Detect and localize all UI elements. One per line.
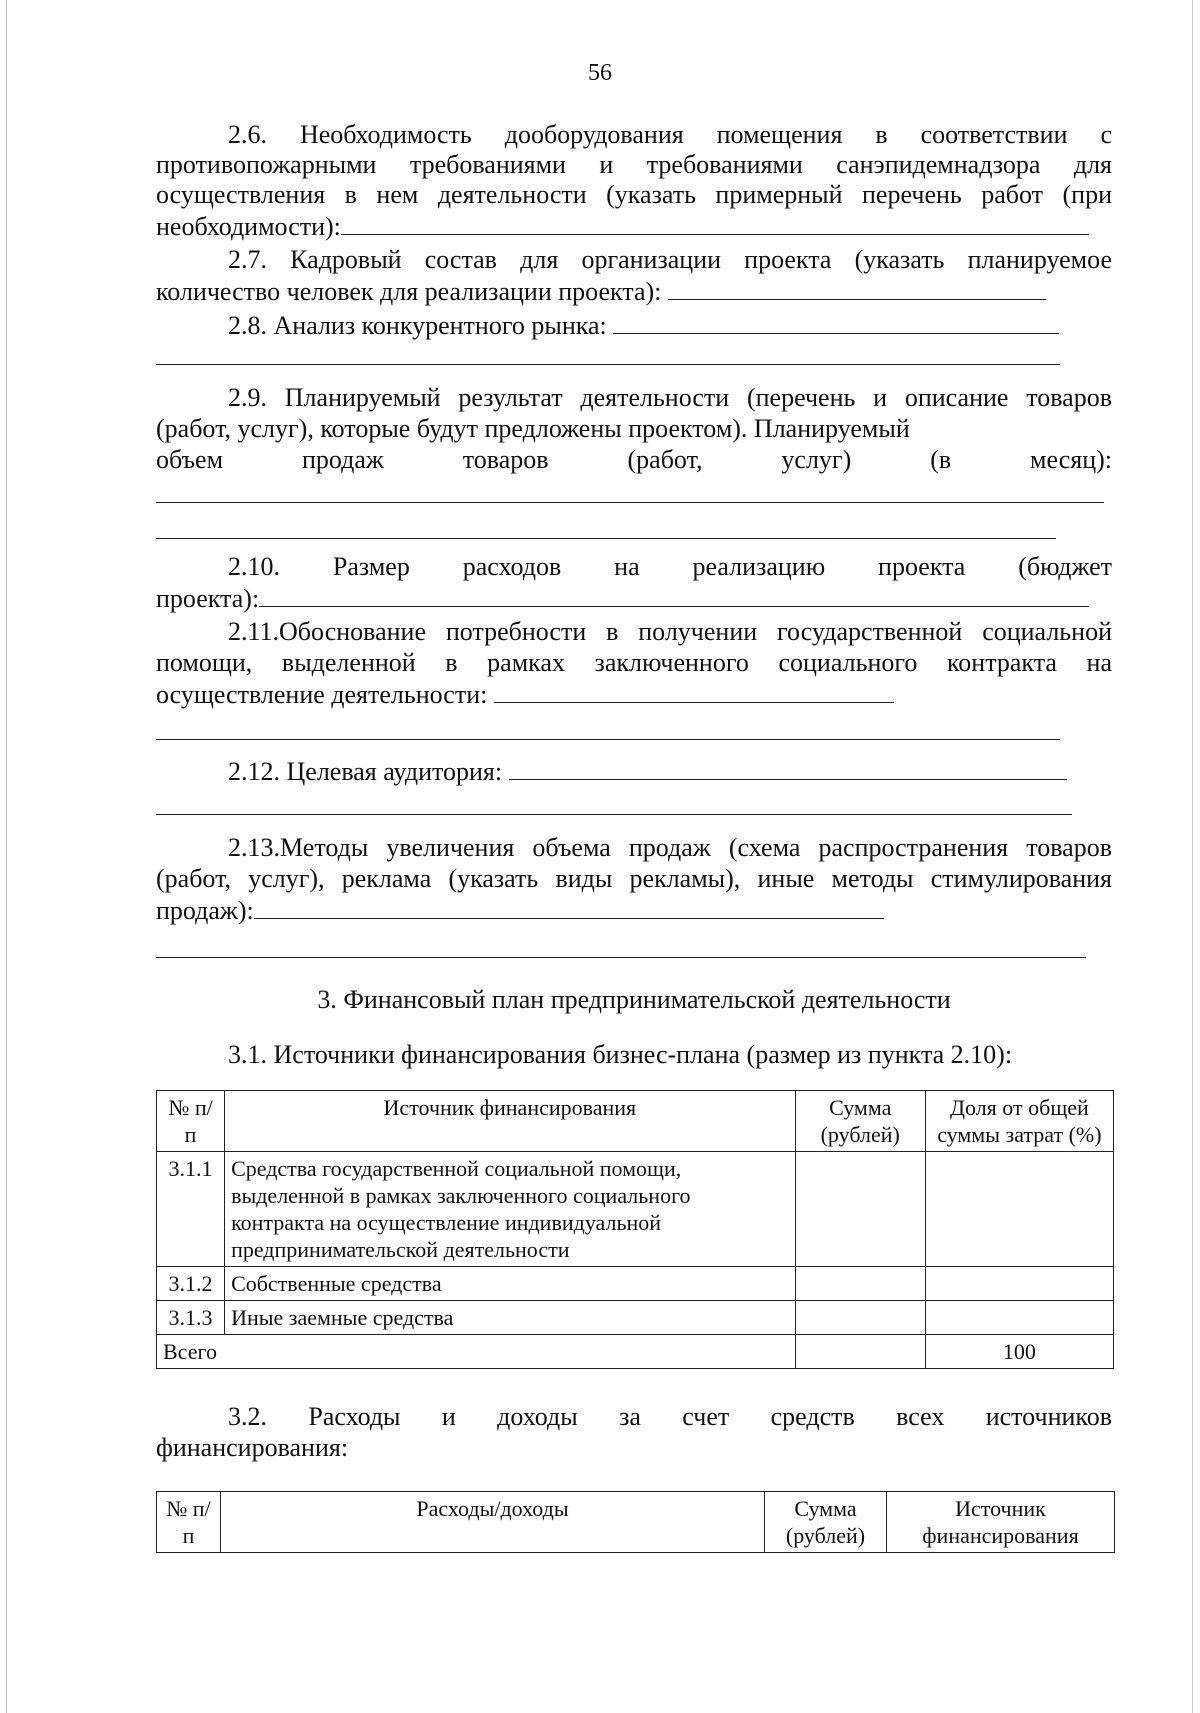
row-number: 3.1.3: [157, 1301, 225, 1335]
row-share-cell[interactable]: [925, 1267, 1113, 1301]
table-total-row: [157, 1335, 1114, 1369]
section-3-1-title: 3.1. Источники финансирования бизнес-плана (размер из пункта 2.10):: [228, 1040, 1013, 1069]
item-2-9-blank-line-1[interactable]: [156, 501, 1104, 503]
table-header-row: [157, 1492, 1115, 1553]
col-num-header: № п/п: [157, 1091, 225, 1152]
expenses-income-table: [156, 1491, 1115, 1553]
item-2-13-text: 2.13.Методы увеличения объема продаж (схема распространения товаров (работ, услуг), реклама (указать виды рекламы), иные методы стимулирования продаж):: [156, 833, 1112, 925]
item-2-10-cont: [156, 582, 1112, 614]
item-2-6-blank[interactable]: [341, 210, 1089, 235]
item-2-10-text: проекта):: [156, 584, 260, 613]
item-2-13-blank[interactable]: [254, 894, 884, 919]
item-2-11-blank[interactable]: [494, 678, 894, 703]
scan-right-edge: [1192, 0, 1193, 1713]
table-header-row: [157, 1091, 1114, 1152]
table-row: [157, 1301, 1114, 1335]
total-share: 100: [925, 1335, 1113, 1369]
row-sum-cell[interactable]: [795, 1152, 925, 1267]
item-2-9-text: 2.9. Планируемый результат деятельности (перечень и описание товаров (работ, услуг), которые будут предложены проектом). Планируемый: [156, 383, 1112, 443]
row-sum-cell[interactable]: [795, 1267, 925, 1301]
item-2-7: [156, 244, 1112, 307]
item-2-13-blank-line[interactable]: [156, 956, 1086, 958]
item-2-12: [156, 755, 1112, 787]
col-sum-header: Сумма (рублей): [795, 1091, 925, 1152]
item-2-8: [156, 309, 1112, 341]
row-share-cell[interactable]: [925, 1301, 1113, 1335]
section-3-title: 3. Финансовый план предпринимательской деятельности: [317, 985, 951, 1014]
item-2-11: [156, 616, 1112, 710]
item-2-8-blank[interactable]: [613, 309, 1059, 334]
item-2-12-blank[interactable]: [509, 755, 1067, 780]
item-2-8-blank-line[interactable]: [156, 363, 1060, 365]
col-num-header: № п/п: [157, 1492, 221, 1553]
col-source-header: Источник финансирования: [887, 1492, 1115, 1553]
item-2-10: 2.10. Размер расходов на реализацию проекта (бюджет: [228, 552, 1112, 581]
document-body: [156, 120, 1112, 1553]
section-3-2-title: 3.2. Расходы и доходы за счет средств всех источников: [228, 1402, 1112, 1431]
item-2-6-text: 2.6. Необходимость дооборудования помещения в соответствии с противопожарными требованиями и требованиями санэпидемнадзора для осуществления в нем деятельности (указать примерный перечень работ (при необходимости):: [156, 120, 1112, 241]
item-2-9-cont: объем продаж товаров (работ, услуг) (в месяц):: [156, 445, 1112, 474]
row-source: Иные заемные средства: [225, 1301, 796, 1335]
item-2-10-blank[interactable]: [259, 582, 1089, 607]
section-3-2-title-cont: финансирования:: [156, 1433, 349, 1462]
item-2-7-text: 2.7. Кадровый состав для организации проекта (указать планируемое количество человек для реализации проекта):: [156, 245, 1112, 306]
col-sum-header: Сумма (рублей): [765, 1492, 887, 1553]
item-2-11-text: 2.11.Обоснование потребности в получении государственной социальной помощи, выделенной в рамках заключенного социального контракта на осуществление деятельности:: [156, 617, 1112, 709]
item-2-9: [156, 382, 1112, 444]
item-2-12-text: 2.12. Целевая аудитория:: [228, 757, 503, 786]
row-share-cell[interactable]: [925, 1152, 1113, 1267]
item-2-6: [156, 120, 1112, 242]
item-2-7-blank[interactable]: [668, 275, 1046, 300]
total-sum-cell[interactable]: [795, 1335, 925, 1369]
item-2-13: [156, 832, 1112, 926]
table-row: [157, 1152, 1114, 1267]
item-2-9-blank-line-2[interactable]: [156, 537, 1056, 539]
scan-left-edge: [6, 0, 7, 1713]
col-share-header: Доля от общей суммы затрат (%): [925, 1091, 1113, 1152]
col-expenses-header: Расходы/доходы: [221, 1492, 765, 1553]
financing-sources-table: [156, 1090, 1114, 1369]
row-number: 3.1.2: [157, 1267, 225, 1301]
row-source: Собственные средства: [225, 1267, 796, 1301]
page-number: 56: [588, 60, 612, 86]
row-source: Средства государственной социальной помощи, выделенной в рамках заключенного социального контракта на осуществление индивидуальной предпринимательской деятельности: [225, 1152, 796, 1267]
row-sum-cell[interactable]: [795, 1301, 925, 1335]
table-row: [157, 1267, 1114, 1301]
row-number: 3.1.1: [157, 1152, 225, 1267]
col-source-header: Источник финансирования: [225, 1091, 796, 1152]
item-2-11-blank-line[interactable]: [156, 738, 1060, 740]
item-2-12-blank-line[interactable]: [156, 813, 1072, 815]
item-2-8-text: 2.8. Анализ конкурентного рынка:: [228, 311, 607, 340]
total-label: Всего: [157, 1335, 796, 1369]
